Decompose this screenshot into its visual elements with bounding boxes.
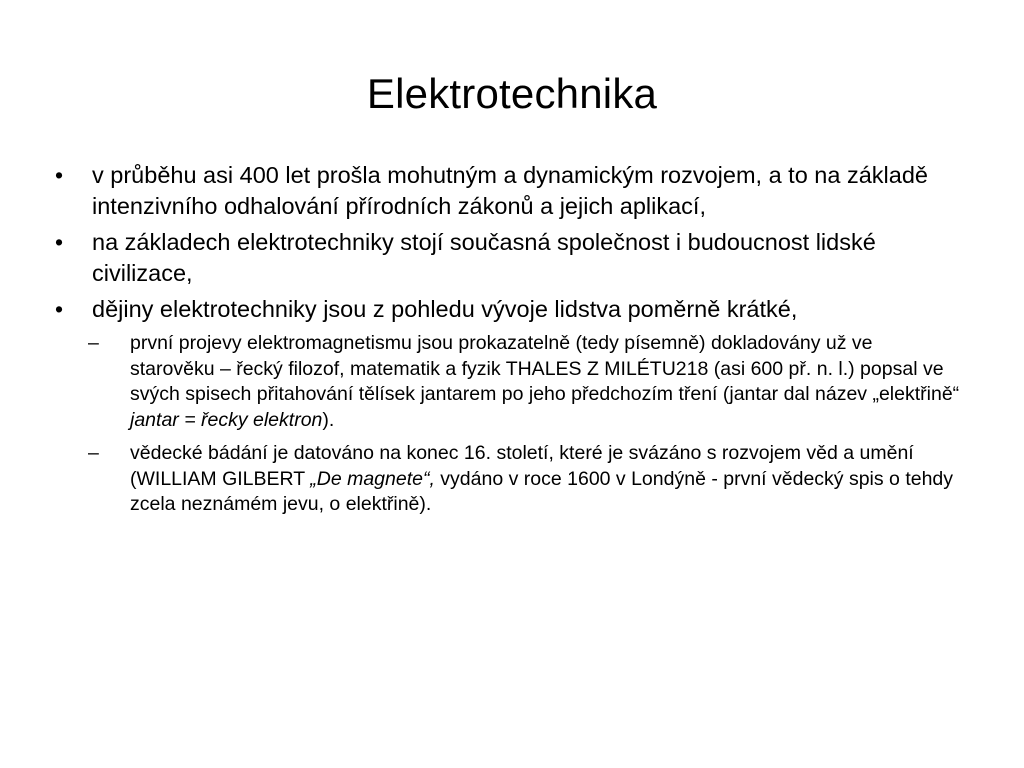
bullet-icon: • xyxy=(55,229,64,255)
sub-bullet-text-end: vydáno v roce 1600 v Londýně - první vědecký spis o tehdy zcela neznámém jevu, o elektřině). xyxy=(130,467,954,515)
bullet-icon: • xyxy=(55,162,64,188)
dash-icon: – xyxy=(88,442,99,464)
slide-content xyxy=(55,160,960,526)
sub-bullet-point xyxy=(88,331,960,433)
sub-bullet-list xyxy=(88,331,960,518)
bullet-point xyxy=(55,294,960,518)
bullet-point xyxy=(55,227,960,289)
bullet-list xyxy=(55,160,960,518)
sub-bullet-text-end: ). xyxy=(322,408,335,431)
sub-bullet-text: vědecké bádání je datováno na konec 16. století, které je svázáno s rozvojem věd a umění (WILLIAM GILBERT xyxy=(130,442,914,490)
slide-title: Elektrotechnika xyxy=(366,70,658,117)
bullet-point xyxy=(55,160,960,222)
sub-bullet-point xyxy=(88,441,960,518)
sub-bullet-text: první projevy elektromagnetismu jsou prokazatelně (tedy písemně) dokladovány už ve starověku – řecký filozof, matematik a fyzik THALES Z MILÉTU218 (asi 600 př. n. l.) popsal ve svých spisech přitahování tělísek jantarem po jeho předchozím tření (jantar dal název „elektřině“ xyxy=(130,332,960,405)
bullet-text: v průběhu asi 400 let prošla mohutným a dynamickým rozvojem, a to na základě intenzivního odhalování přírodních zákonů a jejich aplikací, xyxy=(92,162,928,219)
sub-bullet-italic: jantar = řecky elektron xyxy=(130,408,323,431)
sub-bullet-italic: „De magnete“, xyxy=(310,467,435,490)
bullet-text: na základech elektrotechniky stojí současná společnost i budoucnost lidské civilizace, xyxy=(92,229,876,286)
bullet-icon: • xyxy=(55,296,64,322)
bullet-text: dějiny elektrotechniky jsou z pohledu vývoje lidstva poměrně krátké, xyxy=(92,296,798,322)
dash-icon: – xyxy=(88,332,99,354)
